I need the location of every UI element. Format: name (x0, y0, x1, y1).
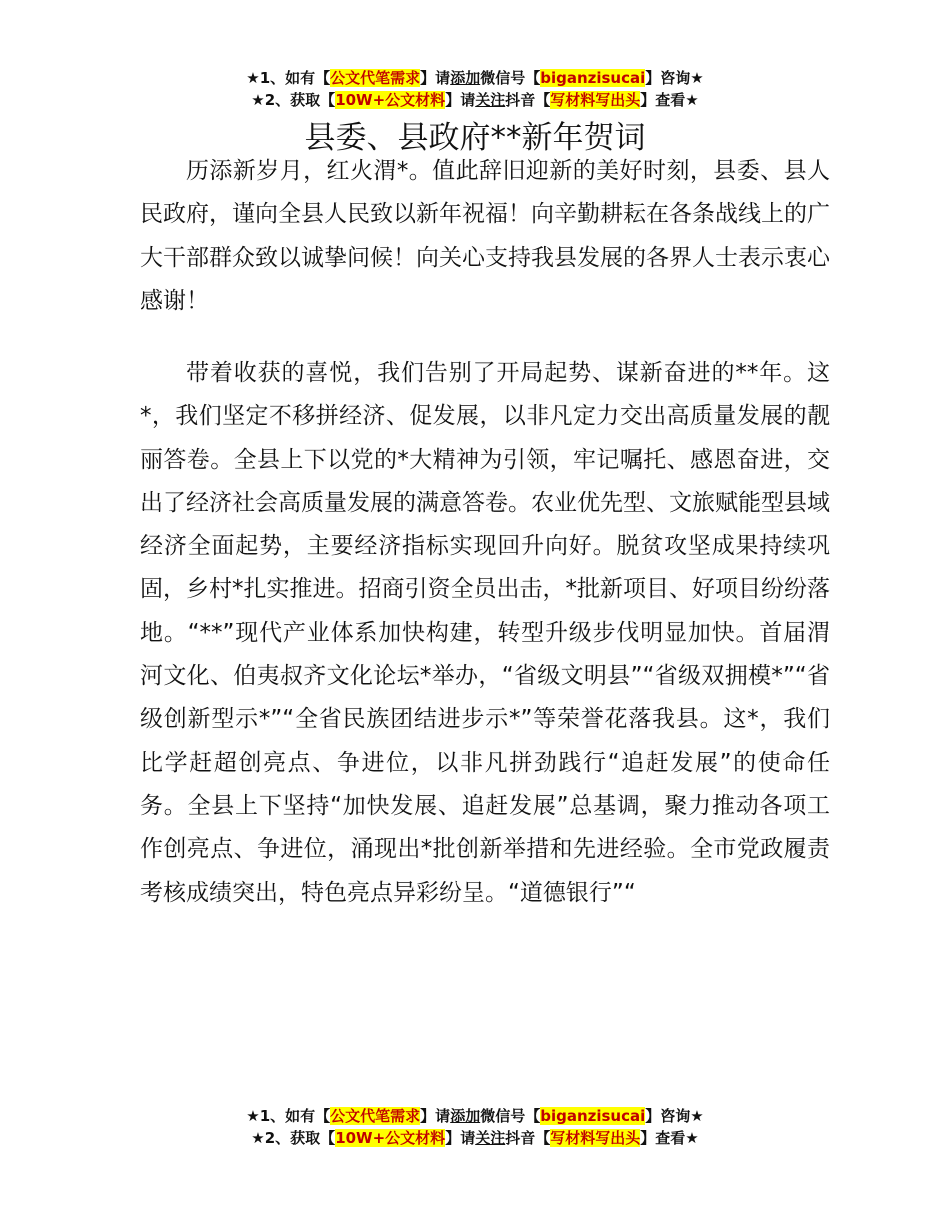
promo-text: 】咨询★ (645, 1107, 704, 1125)
promo-highlight: 写材料写出头 (550, 1129, 641, 1147)
promo-highlight: 10W+公文材料 (335, 1129, 446, 1147)
promo-line-2 (0, 1127, 950, 1149)
promo-text: 抖音【 (505, 91, 551, 109)
promo-underlined: 添加 (450, 1107, 481, 1125)
promo-text: 】查看★ (640, 1129, 699, 1147)
paragraph: 带着收获的喜悦，我们告别了开局起势、谋新奋进的**年。这*，我们坚定不移拼经济、促发展，以非凡定力交出高质量发展的靓丽答卷。全县上下以党的*大精神为引领，牢记嘱托、感恩奋进，交出了经济社会高质量发展的满意答卷。农业优先型、文旅赋能型县域经济全面起势，主要经济指标实现回升向好。脱贫攻坚成果持续巩固，乡村*扎实推进。招商引资全员出击，*批新项目、好项目纷纷落地。“**”现代产业体系加快构建，转型升级步伐明显加快。首届渭河文化、伯夷叔齐文化论坛*举办，“省级文明县”“省级双拥模*”“省级创新型示*”“全省民族团结进步示*”等荣誉花落我县。这*，我们比学赶超创亮点、争进位，以非凡拼劲践行“追赶发展”的使命任务。全县上下坚持“加快发展、追赶发展”总基调，聚力推动各项工作创亮点、争进位，涌现出*批创新举措和先进经验。全市党政履责考核成绩突出，特色亮点异彩纷呈。“道德银行”“ (140, 360, 830, 906)
promo-underlined: 关注 (475, 1129, 506, 1147)
promo-highlight: 公文代笔需求 (330, 1107, 421, 1125)
header-promo-banner (0, 67, 950, 111)
promo-text: 】请 (445, 91, 476, 109)
promo-text: 】请 (445, 1129, 476, 1147)
paragraph: 历添新岁月，红火渭*。值此辞旧迎新的美好时刻，县委、县人民政府，谨向全县人民致以新年祝福！向辛勤耕耘在各条战线上的广大干部群众致以诚挚问候！向关心支持我县发展的各界人士表示衷心感谢！ (140, 158, 830, 314)
promo-text: 】查看★ (640, 91, 699, 109)
promo-highlight: 公文代笔需求 (330, 69, 421, 87)
promo-text: ★2、获取【 (251, 91, 336, 109)
promo-text: 】请 (420, 69, 451, 87)
promo-text: ★1、如有【 (246, 69, 331, 87)
promo-line-2 (0, 89, 950, 111)
promo-text: ★2、获取【 (251, 1129, 336, 1147)
promo-text: 微信号【 (480, 69, 541, 87)
promo-text: 微信号【 (480, 1107, 541, 1125)
footer-promo-banner (0, 1105, 950, 1149)
promo-line-1 (0, 1105, 950, 1127)
promo-text: ★1、如有【 (246, 1107, 331, 1125)
promo-highlight: 写材料写出头 (550, 91, 641, 109)
document-title: 县委、县政府**新年贺词 (304, 120, 646, 156)
promo-text: 】请 (420, 1107, 451, 1125)
promo-highlight: biganzisucai (540, 69, 646, 87)
promo-underlined: 关注 (475, 91, 506, 109)
promo-highlight: 10W+公文材料 (335, 91, 446, 109)
promo-highlight: biganzisucai (540, 1107, 646, 1125)
promo-line-1 (0, 67, 950, 89)
promo-text: 】咨询★ (645, 69, 704, 87)
promo-underlined: 添加 (450, 69, 481, 87)
promo-text: 抖音【 (505, 1129, 551, 1147)
